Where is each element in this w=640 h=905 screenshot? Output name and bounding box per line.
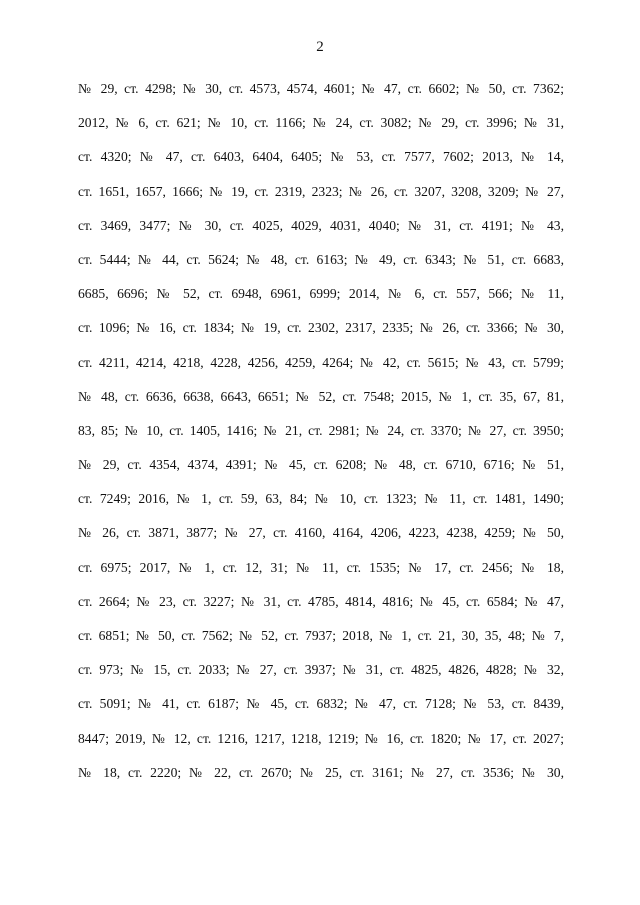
text-line: 2012, № 6, ст. 621; № 10, ст. 1166; № 24, ст. 3082; № 29, ст. 3996; № 31, [78,115,564,131]
text-line: 6685, 6696; № 52, ст. 6948, 6961, 6999; 2014, № 6, ст. 557, 566; № 11, [78,286,564,302]
text-line: ст. 6975; 2017, № 1, ст. 12, 31; № 11, ст. 1535; № 17, ст. 2456; № 18, [78,559,564,575]
text-line: ст. 4320; № 47, ст. 6403, 6404, 6405; № 53, ст. 7577, 7602; 2013, № 14, [78,149,564,165]
text-line: № 48, ст. 6636, 6638, 6643, 6651; № 52, ст. 7548; 2015, № 1, ст. 35, 67, 81, [78,388,564,404]
text-line: ст. 3469, 3477; № 30, ст. 4025, 4029, 4031, 4040; № 31, ст. 4191; № 43, [78,217,564,233]
text-line: № 29, ст. 4298; № 30, ст. 4573, 4574, 4601; № 47, ст. 6602; № 50, ст. 7362; [78,81,564,96]
text-line: ст. 4211, 4214, 4218, 4228, 4256, 4259, 4264; № 42, ст. 5615; № 43, ст. 5799; [78,354,564,370]
text-line: ст. 1096; № 16, ст. 1834; № 19, ст. 2302, 2317, 2335; № 26, ст. 3366; № 30, [78,320,564,336]
text-line: ст. 6851; № 50, ст. 7562; № 52, ст. 7937; 2018, № 1, ст. 21, 30, 35, 48; № 7, [78,628,564,643]
text-line: ст. 5444; № 44, ст. 5624; № 48, ст. 6163; № 49, ст. 6343; № 51, ст. 6683, [78,251,564,267]
text-line: ст. 5091; № 41, ст. 6187; № 45, ст. 6832; № 47, ст. 7128; № 53, ст. 8439, [78,696,564,712]
text-line: 83, 85; № 10, ст. 1405, 1416; № 21, ст. 2981; № 24, ст. 3370; № 27, ст. 3950; [78,422,564,438]
text-line: ст. 973; № 15, ст. 2033; № 27, ст. 3937; № 31, ст. 4825, 4826, 4828; № 32, [78,662,564,678]
text-line: № 26, ст. 3871, 3877; № 27, ст. 4160, 4164, 4206, 4223, 4238, 4259; № 50, [78,525,564,541]
text-line: № 18, ст. 2220; № 22, ст. 2670; № 25, ст. 3161; № 27, ст. 3536; № 30, [78,764,564,780]
text-line: ст. 2664; № 23, ст. 3227; № 31, ст. 4785, 4814, 4816; № 45, ст. 6584; № 47, [78,593,564,609]
citation-text-block [78,72,564,790]
text-line: 8447; 2019, № 12, ст. 1216, 1217, 1218, 1219; № 16, ст. 1820; № 17, ст. 2027; [78,730,564,746]
text-line: ст. 1651, 1657, 1666; № 19, ст. 2319, 2323; № 26, ст. 3207, 3208, 3209; № 27, [78,183,564,199]
page-number: 2 [316,39,324,55]
text-line: ст. 7249; 2016, № 1, ст. 59, 63, 84; № 10, ст. 1323; № 11, ст. 1481, 1490; [78,491,564,507]
text-line: № 29, ст. 4354, 4374, 4391; № 45, ст. 6208; № 48, ст. 6710, 6716; № 51, [78,457,564,473]
